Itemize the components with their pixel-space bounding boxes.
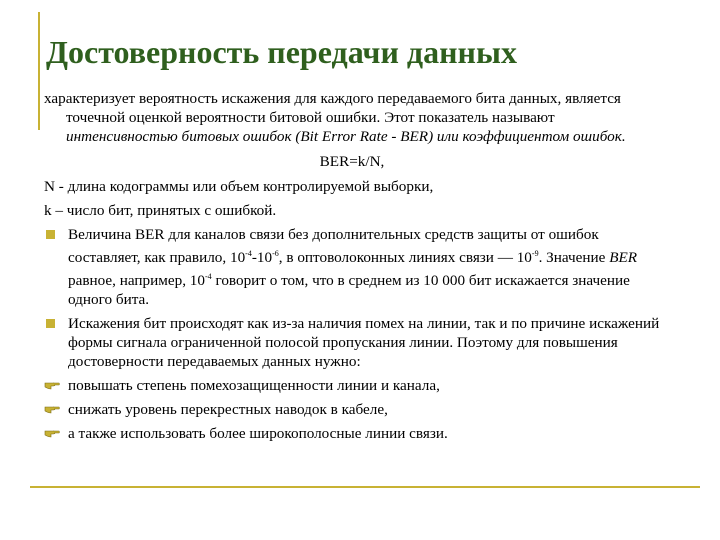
bullet1-text-d: . Значение <box>538 249 610 266</box>
exponent: -9 <box>531 249 539 258</box>
intro-italic: интенсивностью битовых ошибок (Bit Error Rate - BER) или коэффициентом ошибок. <box>66 128 626 145</box>
ber-italic: BER <box>609 249 638 266</box>
page-title: Достоверность передачи данных <box>46 34 517 70</box>
bullet1-text-b: -10 <box>251 249 273 266</box>
slide-content <box>44 89 660 448</box>
pointing-hand-icon <box>44 379 60 391</box>
bottom-accent-line <box>30 486 700 488</box>
vertical-accent-line <box>38 12 40 130</box>
formula: BER=k/N, <box>319 153 385 170</box>
intro-paragraph <box>44 89 660 146</box>
sub-bullet-text: а также использовать более широкополосные линии связи. <box>68 425 448 442</box>
bullet-item <box>44 225 660 309</box>
bullet1-text-c: , в оптоволоконных линиях связи — 10 <box>278 249 532 266</box>
pointing-hand-icon <box>44 427 60 439</box>
bullet1-text-e: равное, например, 10 <box>68 272 205 289</box>
square-bullet-icon <box>46 319 55 328</box>
pointing-hand-icon <box>44 403 60 415</box>
sub-bullet-text: снижать уровень перекрестных наводок в кабеле, <box>68 401 388 418</box>
square-bullet-icon <box>46 230 55 239</box>
sub-bullet-text: повышать степень помехозащищенности линии и канала, <box>68 377 440 394</box>
intro-lead: характеризует вероятность искажения для каждого передаваемого бита данных, является точечной оценкой вероятности битовой ошибки. Этот показатель называют <box>44 90 621 126</box>
sub-bullet-item <box>44 424 660 443</box>
exponent: -4 <box>205 272 212 281</box>
exponent: -6 <box>272 249 279 258</box>
sub-bullet-item <box>44 400 660 419</box>
bullet-item <box>44 314 660 371</box>
bullet2-text: Искажения бит происходят как из-за наличия помех на линии, так и по причине искажений формы сигнала ограниченной полосой пропускания линии. Поэтому для повышения достоверности передаваемых данных нужно: <box>68 315 660 370</box>
definition-k: k – число бит, принятых с ошибкой. <box>44 202 277 219</box>
sub-bullet-item <box>44 376 660 395</box>
definition-n: N - длина кодограммы или объем контролируемой выборки, <box>44 178 434 195</box>
bullet1-text-f: говорит о том, что в среднем из 10 000 бит искажается значение одного бита. <box>68 272 630 308</box>
exponent: -4 <box>245 249 252 258</box>
bullet1-text-a: Величина BER для каналов связи без дополнительных средств защиты от ошибок составляет, как правило, 10 <box>68 226 599 266</box>
